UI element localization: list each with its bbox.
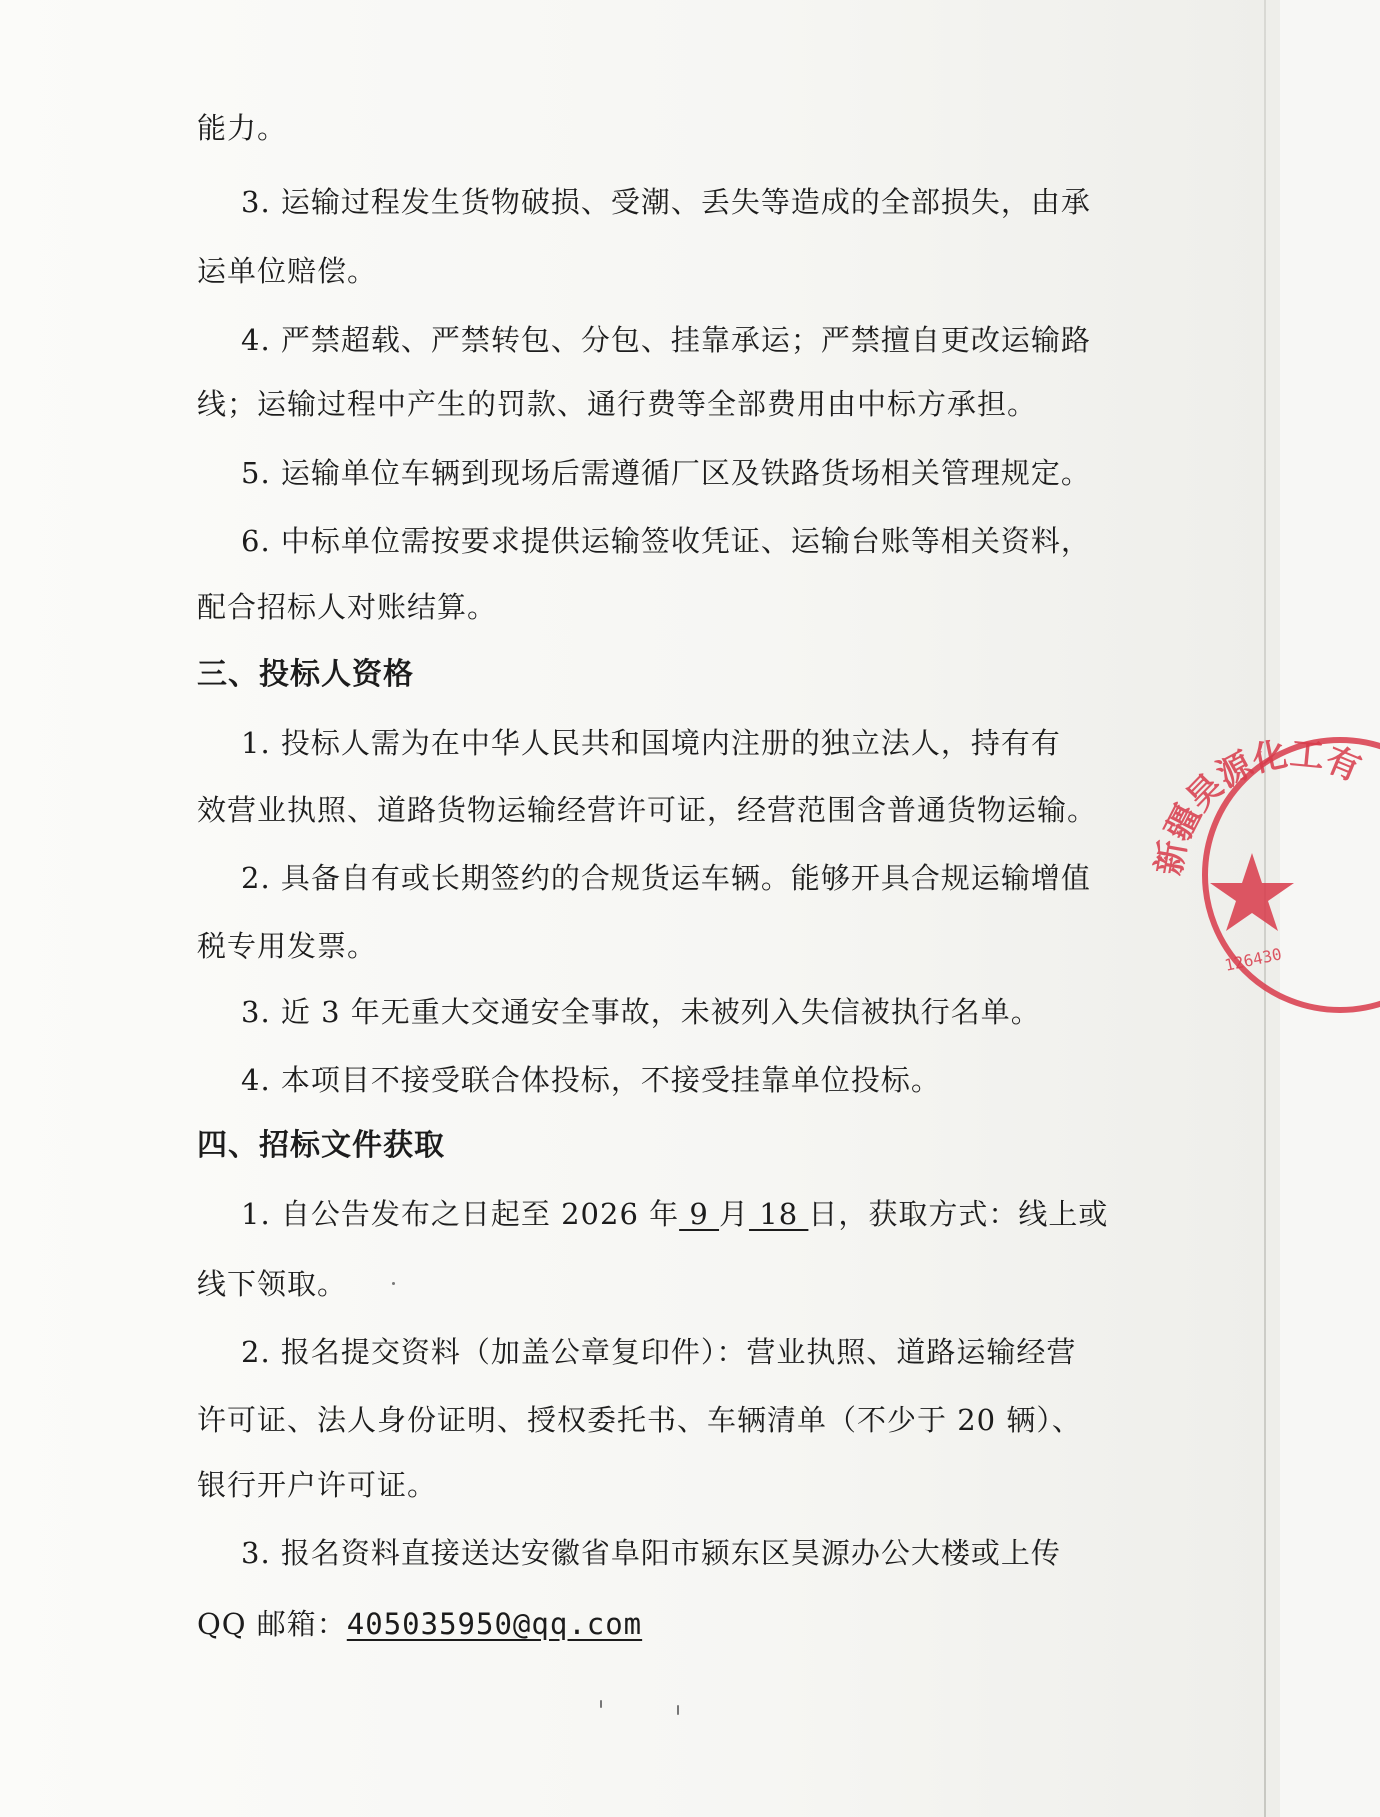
seal-text: 新疆昊源化工有限公司 [1149, 704, 1367, 879]
paragraph-line: 1. 投标人需为在中华人民共和国境内注册的独立法人，持有有 [241, 726, 1061, 760]
month-value: 9 [679, 1197, 720, 1231]
seal-star-icon [1210, 853, 1294, 931]
month-label: 月 [719, 1197, 750, 1231]
paragraph-line: 效营业执照、道路货物运输经营许可证，经营范围含普通货物运输。 [197, 793, 1098, 827]
paragraph-line: 线；运输过程中产生的罚款、通行费等全部费用由中标方承担。 [197, 387, 1038, 421]
scan-speck [600, 1700, 602, 1708]
paragraph-line: 6. 中标单位需按要求提供运输签收凭证、运输台账等相关资料， [241, 524, 1091, 558]
paragraph-line: 税专用发票。 [197, 929, 378, 963]
paragraph-line: 能力。 [197, 111, 288, 145]
paragraph-line: 线下领取。 [197, 1267, 348, 1301]
paragraph-line: 4. 本项目不接受联合体投标，不接受挂靠单位投标。 [241, 1063, 941, 1097]
paragraph-line: 4. 严禁超载、严禁转包、分包、挂靠承运；严禁擅自更改运输路 [241, 323, 1091, 357]
email-label: QQ 邮箱： [197, 1607, 347, 1641]
paragraph-line: 3. 报名资料直接送达安徽省阜阳市颍东区昊源办公大楼或上传 [241, 1536, 1061, 1570]
seal-number: 126430 [1222, 944, 1284, 975]
scan-speck [392, 1282, 395, 1285]
paragraph-line: 配合招标人对账结算。 [197, 590, 498, 624]
paragraph-line: 2. 报名提交资料（加盖公章复印件）：营业执照、道路运输经营 [241, 1335, 1077, 1369]
company-seal-icon [1149, 704, 1380, 1015]
paragraph-line: 3. 运输过程发生货物破损、受潮、丢失等造成的全部损失，由承 [241, 185, 1091, 219]
paragraph-line [241, 1196, 1108, 1232]
paragraph-line: 银行开户许可证。 [197, 1468, 438, 1502]
scan-speck [677, 1705, 679, 1715]
paragraph-line: 许可证、法人身份证明、授权委托书、车辆清单（不少于 20 辆）、 [197, 1403, 1082, 1437]
date-text: 1. 自公告发布之日起至 2026 年 [241, 1197, 680, 1231]
section-heading: 四、招标文件获取 [197, 1128, 445, 1163]
paragraph-line [197, 1606, 642, 1642]
paragraph-line: 运单位赔偿。 [197, 254, 378, 288]
day-value: 18 [749, 1197, 809, 1231]
paragraph-line: 5. 运输单位车辆到现场后需遵循厂区及铁路货场相关管理规定。 [241, 456, 1091, 490]
date-suffix: 日，获取方式：线上或 [808, 1197, 1109, 1231]
email-address: 405035950@qq.com [346, 1607, 643, 1641]
paragraph-line: 3. 近 3 年无重大交通安全事故，未被列入失信被执行名单。 [241, 995, 1041, 1029]
section-heading: 三、投标人资格 [197, 657, 414, 692]
paragraph-line: 2. 具备自有或长期签约的合规货运车辆。能够开具合规运输增值 [241, 861, 1091, 895]
